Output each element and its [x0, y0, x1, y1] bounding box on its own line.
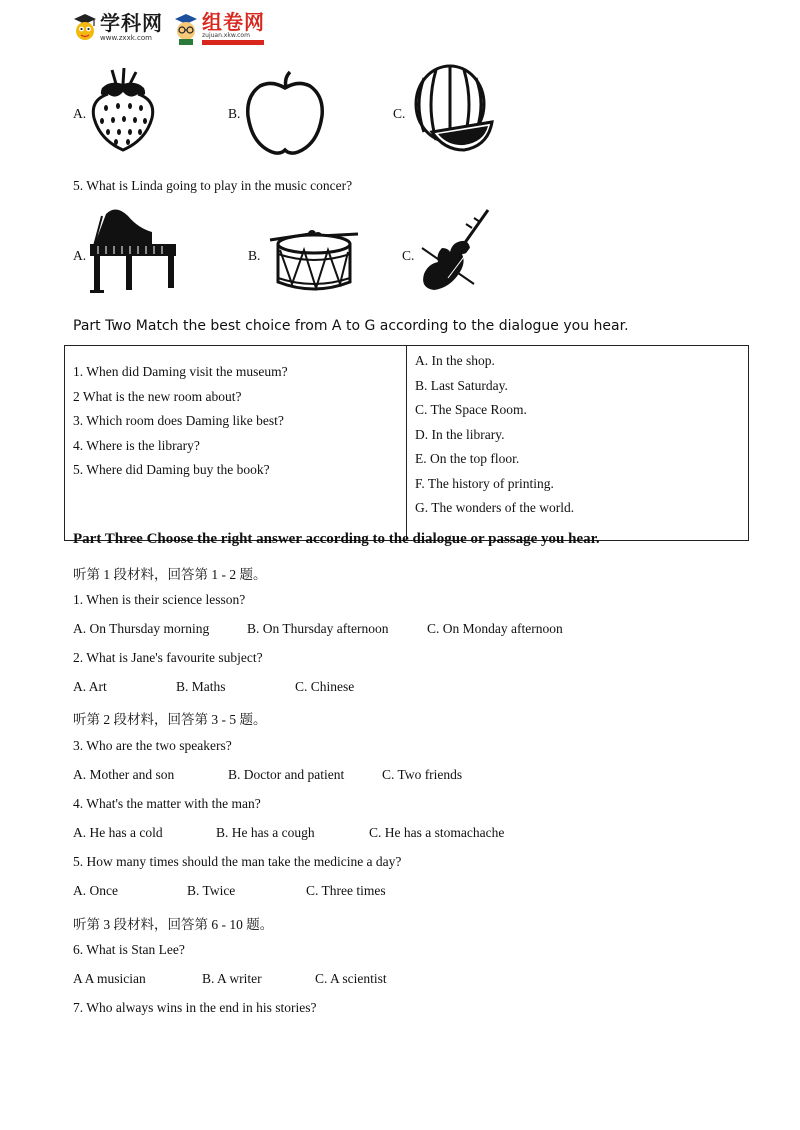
question-text: 4. What's the matter with the man? [73, 796, 261, 811]
answer-option: A. Mother and son [73, 767, 175, 782]
answer-option: C. Three times [306, 883, 386, 898]
answer-option: C. Two friends [382, 767, 463, 782]
watermelon-icon [408, 62, 496, 154]
option-label: B. [248, 248, 261, 263]
piano-icon [88, 206, 180, 294]
table-question: 4. Where is the library? [73, 437, 200, 453]
mascot-icon [172, 13, 200, 45]
logo-url: www.zxxk.com [100, 33, 152, 42]
table-question: 5. Where did Daming buy the book? [73, 462, 270, 477]
table-choice: A. In the shop. [415, 353, 495, 368]
option-label: A. [73, 106, 87, 121]
table-choice: C. The Space Room. [415, 402, 527, 417]
answer-option: B. A writer [202, 971, 262, 986]
graduate-owl-icon [72, 12, 98, 42]
question-text: 3. Who are the two speakers? [73, 738, 232, 753]
question-text: 5. What is Linda going to play in the music concer? [73, 178, 353, 193]
matching-table [64, 345, 749, 541]
apple-icon [244, 70, 326, 156]
logo-url: zujuan.xkw.com [202, 32, 250, 39]
part-three-title: Part Three Choose the right answer according to the dialogue or passage you hear. [73, 531, 600, 547]
answer-option: A. On Thursday morning [73, 621, 210, 636]
table-question: 1. When did Daming visit the museum? [73, 364, 288, 379]
table-choice: E. On the top floor. [415, 451, 520, 466]
question-text: 7. Who always wins in the end in his stories? [73, 1000, 317, 1015]
logo-text: 组卷网 [202, 10, 265, 34]
answer-option: A. He has a cold [73, 825, 163, 840]
answer-option: B. Twice [187, 883, 236, 898]
table-choice: F. The history of printing. [415, 475, 554, 491]
logo-bar [202, 40, 264, 45]
answer-option: A A musician [73, 971, 146, 986]
section-instruction: 听第 2 段材料，回答第 3 - 5 题。 [73, 712, 267, 727]
answer-option: B. On Thursday afternoon [247, 621, 389, 636]
table-choice: G. The wonders of the world. [415, 500, 575, 515]
table-choice: B. Last Saturday. [415, 377, 508, 393]
option-label: C. [393, 106, 406, 121]
zxxk-logo [72, 12, 163, 42]
answer-option: C. Chinese [295, 679, 355, 694]
answer-option: A. Art [73, 679, 107, 694]
table-question: 2 What is the new room about? [73, 388, 242, 404]
section-instruction: 听第 3 段材料，回答第 6 - 10 题。 [73, 917, 274, 932]
question-text: 6. What is Stan Lee? [73, 942, 185, 957]
question-text: 1. When is their science lesson? [73, 592, 246, 607]
option-label: B. [228, 106, 241, 121]
answer-option: C. A scientist [315, 971, 387, 986]
questions-cell [65, 346, 407, 541]
zujuan-logo [172, 12, 265, 45]
violin-icon [418, 208, 498, 294]
answer-option: B. Maths [176, 679, 226, 694]
strawberry-icon [88, 66, 158, 152]
drum-icon [266, 220, 362, 296]
table-question: 3. Which room does Daming like best? [73, 413, 284, 428]
answer-option: C. He has a stomachache [369, 825, 505, 840]
section-instruction: 听第 1 段材料，回答第 1 - 2 题。 [73, 567, 267, 582]
question-text: 2. What is Jane's favourite subject? [73, 650, 263, 665]
table-choice: D. In the library. [415, 426, 505, 442]
choices-cell [407, 346, 749, 541]
part-two-title: Part Two Match the best choice from A to G according to the dialogue you hear. [73, 318, 629, 334]
logo-text: 学科网 [100, 10, 163, 35]
answer-option: B. He has a cough [216, 825, 315, 840]
answer-option: B. Doctor and patient [228, 767, 345, 782]
option-label: C. [402, 248, 415, 263]
question-text: 5. How many times should the man take the medicine a day? [73, 854, 402, 869]
answer-option: C. On Monday afternoon [427, 621, 563, 636]
answer-option: A. Once [73, 883, 118, 898]
option-label: A. [73, 248, 87, 263]
